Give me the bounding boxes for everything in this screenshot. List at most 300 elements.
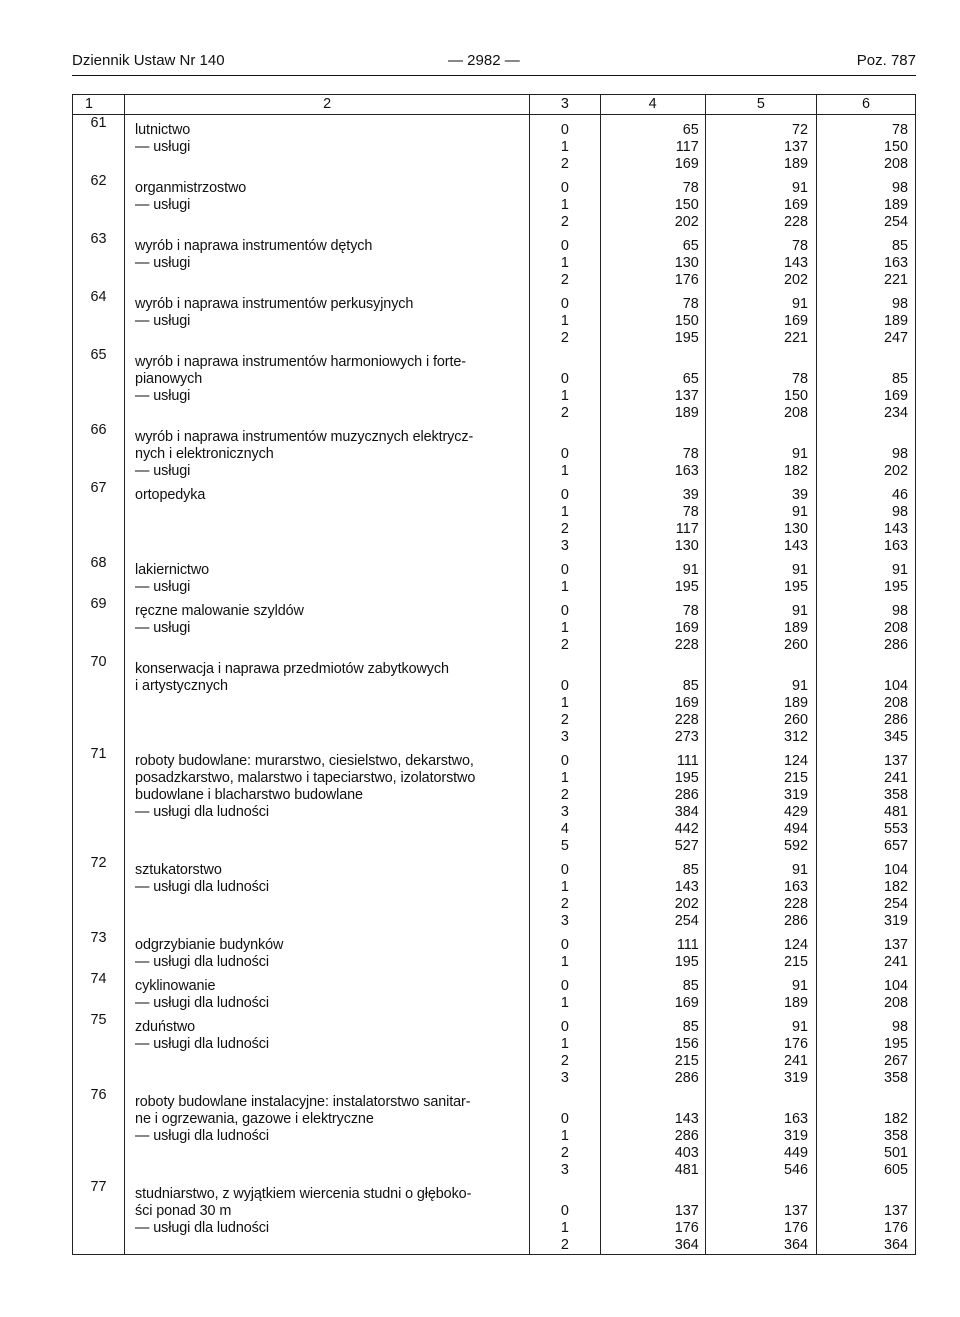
- column-6-value: 78: [891, 122, 908, 138]
- column-6-cell: [816, 1012, 915, 1087]
- column-5-value: 202: [783, 272, 808, 288]
- row-number: 68: [73, 555, 125, 596]
- row-number: 64: [73, 289, 125, 347]
- column-6-value: 91: [891, 562, 908, 578]
- table-row: [73, 115, 916, 174]
- position-cell: [530, 654, 600, 746]
- column-6-cell: [816, 930, 915, 971]
- column-header-row: [73, 95, 916, 115]
- column-5-cell: [705, 289, 816, 347]
- column-5-value: 546: [783, 1162, 808, 1178]
- table-row: [73, 480, 916, 555]
- position-value: 1: [560, 1220, 569, 1236]
- table-row: [73, 855, 916, 930]
- column-4-value: 117: [675, 139, 699, 155]
- description-line: lakiernictwo: [135, 562, 210, 578]
- column-5-cell: [705, 347, 816, 422]
- column-4-value: 202: [674, 214, 699, 230]
- description-line: konserwacja i naprawa przedmiotów zabytkowych: [135, 661, 449, 677]
- column-6-cell: [816, 347, 915, 422]
- column-4-value: 85: [682, 862, 699, 878]
- description-line: wyrób i naprawa instrumentów harmoniowych i forte-: [135, 354, 466, 370]
- column-6-value: 137: [883, 753, 908, 769]
- column-6-value: 286: [883, 637, 908, 653]
- row-description: [125, 480, 530, 555]
- column-5-value: 260: [783, 712, 808, 728]
- position-value: 1: [560, 1128, 569, 1144]
- column-4-value: 117: [675, 521, 699, 537]
- column-5-value: 130: [783, 521, 808, 537]
- column-4-value: 202: [674, 896, 699, 912]
- row-number: 65: [73, 347, 125, 422]
- column-5-value: 91: [791, 446, 808, 462]
- description-line: — usługi: [135, 388, 191, 404]
- position-value: 2: [560, 214, 569, 230]
- description-line: — usługi dla ludności: [135, 879, 269, 895]
- column-4-value: 85: [682, 678, 699, 694]
- position-value: 0: [560, 603, 569, 619]
- column-5-value: 286: [783, 913, 808, 929]
- description-line: zduństwo: [135, 1019, 196, 1035]
- column-6-value: 319: [883, 913, 908, 929]
- column-6-cell: [816, 173, 915, 231]
- column-4-value: 78: [682, 296, 699, 312]
- column-5-value: 319: [783, 787, 808, 803]
- position-value: 3: [560, 538, 569, 554]
- column-4-value: 111: [676, 753, 699, 769]
- column-4-cell: [600, 971, 705, 1012]
- column-4-value: 195: [674, 579, 699, 595]
- column-5-cell: [705, 115, 816, 174]
- position-value: 1: [560, 954, 569, 970]
- column-6-value: 358: [883, 1128, 908, 1144]
- column-4-value: 169: [674, 995, 699, 1011]
- column-5-cell: [705, 654, 816, 746]
- row-number: 70: [73, 654, 125, 746]
- header-rule: [72, 75, 916, 76]
- row-description: [125, 289, 530, 347]
- position-cell: [530, 596, 600, 654]
- position-value: 0: [560, 753, 569, 769]
- position-value: 2: [560, 712, 569, 728]
- description-line: — usługi dla ludności: [135, 1128, 269, 1144]
- column-4-value: 176: [674, 1220, 699, 1236]
- column-4-value: 384: [674, 804, 699, 820]
- description-line: wyrób i naprawa instrumentów muzycznych elektrycz-: [135, 429, 474, 445]
- position-value: 1: [560, 995, 569, 1011]
- description-line: i artystycznych: [135, 678, 228, 694]
- row-description: [125, 654, 530, 746]
- description-line: — usługi: [135, 313, 191, 329]
- column-5-value: 221: [783, 330, 808, 346]
- column-5-cell: [705, 1012, 816, 1087]
- column-6-value: 254: [883, 214, 908, 230]
- column-6-value: 345: [883, 729, 908, 745]
- position-value: 0: [560, 862, 569, 878]
- column-4-value: 481: [674, 1162, 699, 1178]
- column-5-value: 137: [783, 1203, 808, 1219]
- position-cell: [530, 173, 600, 231]
- column-6-cell: [816, 654, 915, 746]
- position-value: 0: [560, 1111, 569, 1127]
- column-4-value: 442: [674, 821, 699, 837]
- column-4-value: 286: [674, 1070, 699, 1086]
- column-5-value: 163: [783, 1111, 808, 1127]
- column-5-value: 91: [791, 504, 808, 520]
- column-5-value: 215: [783, 770, 808, 786]
- column-4-value: 65: [682, 371, 699, 387]
- position-cell: [530, 555, 600, 596]
- position-value: 1: [560, 770, 569, 786]
- column-6-cell: [816, 555, 915, 596]
- position-cell: [530, 971, 600, 1012]
- column-6-value: 182: [883, 1111, 908, 1127]
- column-4-value: 286: [674, 1128, 699, 1144]
- position-value: 1: [560, 579, 569, 595]
- position-value: 1: [560, 197, 569, 213]
- row-description: [125, 347, 530, 422]
- column-5-value: 169: [783, 313, 808, 329]
- description-line: — usługi: [135, 463, 191, 479]
- column-6-cell: [816, 971, 915, 1012]
- column-4-value: 150: [674, 197, 699, 213]
- column-4-cell: [600, 347, 705, 422]
- column-5-value: 228: [783, 896, 808, 912]
- column-5-cell: [705, 1179, 816, 1255]
- column-6-value: 553: [883, 821, 908, 837]
- position-value: 0: [560, 238, 569, 254]
- row-description: [125, 1087, 530, 1179]
- description-line: — usługi: [135, 139, 191, 155]
- position-cell: [530, 1179, 600, 1255]
- column-4-value: 137: [674, 388, 699, 404]
- column-header-1: 1: [73, 95, 125, 115]
- column-5-value: 494: [783, 821, 808, 837]
- description-line: wyrób i naprawa instrumentów perkusyjnych: [135, 296, 414, 312]
- description-line: cyklinowanie: [135, 978, 216, 994]
- column-4-value: 228: [674, 637, 699, 653]
- table-row: [73, 1012, 916, 1087]
- column-5-value: 78: [791, 371, 808, 387]
- description-line: — usługi: [135, 579, 191, 595]
- column-4-cell: [600, 746, 705, 855]
- column-4-value: 286: [674, 787, 699, 803]
- column-6-value: 46: [891, 487, 908, 503]
- column-4-cell: [600, 930, 705, 971]
- table-row: [73, 422, 916, 480]
- column-6-value: 85: [891, 238, 908, 254]
- description-line: posadzkarstwo, malarstwo i tapeciarstwo, izolatorstwo: [135, 770, 476, 786]
- column-5-value: 124: [783, 937, 808, 953]
- position-value: 5: [560, 838, 569, 854]
- column-4-value: 143: [674, 1111, 699, 1127]
- column-5-value: 449: [783, 1145, 808, 1161]
- table-row: [73, 930, 916, 971]
- position-value: 2: [560, 1145, 569, 1161]
- column-4-value: 85: [682, 1019, 699, 1035]
- column-4-value: 143: [674, 879, 699, 895]
- column-6-value: 286: [883, 712, 908, 728]
- column-4-cell: [600, 1012, 705, 1087]
- position-value: 1: [560, 139, 569, 155]
- row-description: [125, 855, 530, 930]
- column-header-4: 4: [600, 95, 705, 115]
- column-6-value: 98: [891, 603, 908, 619]
- position-value: 2: [560, 521, 569, 537]
- column-4-value: 228: [674, 712, 699, 728]
- position-number: Poz. 787: [856, 52, 916, 69]
- column-6-value: 143: [883, 521, 908, 537]
- column-4-value: 403: [674, 1145, 699, 1161]
- column-4-cell: [600, 654, 705, 746]
- column-6-value: 501: [883, 1145, 908, 1161]
- column-5-value: 91: [791, 562, 808, 578]
- column-4-cell: [600, 596, 705, 654]
- column-5-value: 91: [791, 603, 808, 619]
- column-5-cell: [705, 480, 816, 555]
- table-row: [73, 971, 916, 1012]
- row-number: 74: [73, 971, 125, 1012]
- row-description: [125, 1012, 530, 1087]
- row-number: 62: [73, 173, 125, 231]
- column-6-value: 98: [891, 446, 908, 462]
- row-number: 61: [73, 115, 125, 174]
- position-value: 3: [560, 1162, 569, 1178]
- description-line: wyrób i naprawa instrumentów dętych: [135, 238, 373, 254]
- column-6-value: 104: [883, 678, 908, 694]
- column-6-cell: [816, 422, 915, 480]
- position-value: 1: [560, 504, 569, 520]
- column-6-value: 189: [883, 313, 908, 329]
- column-5-value: 91: [791, 978, 808, 994]
- table-row: [73, 555, 916, 596]
- column-4-value: 169: [674, 156, 699, 172]
- position-cell: [530, 930, 600, 971]
- position-cell: [530, 746, 600, 855]
- column-6-cell: [816, 1179, 915, 1255]
- column-6-value: 98: [891, 504, 908, 520]
- column-6-value: 137: [883, 937, 908, 953]
- position-value: 1: [560, 620, 569, 636]
- position-value: 0: [560, 978, 569, 994]
- column-5-value: 189: [783, 620, 808, 636]
- column-5-value: 163: [783, 879, 808, 895]
- position-value: 2: [560, 1237, 569, 1253]
- row-number: 76: [73, 1087, 125, 1179]
- position-value: 2: [560, 1053, 569, 1069]
- position-cell: [530, 289, 600, 347]
- column-6-cell: [816, 231, 915, 289]
- column-4-cell: [600, 422, 705, 480]
- position-value: 3: [560, 1070, 569, 1086]
- position-value: 0: [560, 122, 569, 138]
- column-4-value: 169: [674, 620, 699, 636]
- description-line: pianowych: [135, 371, 203, 387]
- column-6-cell: [816, 746, 915, 855]
- column-5-value: 189: [783, 695, 808, 711]
- column-5-value: 312: [783, 729, 808, 745]
- column-5-value: 169: [783, 197, 808, 213]
- column-6-value: 208: [883, 156, 908, 172]
- column-5-value: 208: [783, 405, 808, 421]
- description-line: odgrzybianie budynków: [135, 937, 284, 953]
- column-6-value: 182: [883, 879, 908, 895]
- description-line: — usługi dla ludności: [135, 1220, 269, 1236]
- description-line: studniarstwo, z wyjątkiem wiercenia studni o głęboko-: [135, 1186, 472, 1202]
- column-6-value: 98: [891, 180, 908, 196]
- column-6-cell: [816, 1087, 915, 1179]
- column-4-value: 85: [682, 978, 699, 994]
- column-4-value: 39: [682, 487, 699, 503]
- column-4-cell: [600, 855, 705, 930]
- column-4-value: 130: [674, 538, 699, 554]
- column-5-value: 429: [783, 804, 808, 820]
- column-4-value: 364: [674, 1237, 699, 1253]
- column-6-value: 189: [883, 197, 908, 213]
- position-value: 1: [560, 313, 569, 329]
- description-line: — usługi dla ludności: [135, 995, 269, 1011]
- table-row: [73, 347, 916, 422]
- position-value: 1: [560, 255, 569, 271]
- column-5-value: 137: [783, 139, 808, 155]
- row-description: [125, 596, 530, 654]
- position-value: 1: [560, 695, 569, 711]
- column-5-cell: [705, 930, 816, 971]
- column-4-value: 78: [682, 446, 699, 462]
- position-value: 1: [560, 879, 569, 895]
- position-cell: [530, 1087, 600, 1179]
- column-4-value: 156: [674, 1036, 699, 1052]
- description-line: ortopedyka: [135, 487, 206, 503]
- column-5-value: 241: [783, 1053, 808, 1069]
- column-6-value: 98: [891, 1019, 908, 1035]
- description-line: ści ponad 30 m: [135, 1203, 232, 1219]
- column-4-value: 254: [674, 913, 699, 929]
- column-4-value: 65: [682, 238, 699, 254]
- row-number: 63: [73, 231, 125, 289]
- column-6-value: 195: [883, 579, 908, 595]
- column-4-cell: [600, 115, 705, 174]
- position-cell: [530, 347, 600, 422]
- position-value: 2: [560, 787, 569, 803]
- column-5-value: 72: [791, 122, 808, 138]
- column-4-cell: [600, 555, 705, 596]
- column-5-cell: [705, 971, 816, 1012]
- table-row: [73, 746, 916, 855]
- row-description: [125, 1179, 530, 1255]
- column-4-value: 91: [682, 562, 699, 578]
- column-6-value: 234: [883, 405, 908, 421]
- column-4-value: 169: [674, 695, 699, 711]
- column-5-cell: [705, 422, 816, 480]
- column-5-value: 592: [783, 838, 808, 854]
- column-6-cell: [816, 115, 915, 174]
- position-value: 0: [560, 180, 569, 196]
- column-5-cell: [705, 555, 816, 596]
- column-6-cell: [816, 596, 915, 654]
- page-header: [72, 52, 916, 74]
- column-5-value: 91: [791, 296, 808, 312]
- column-4-value: 527: [674, 838, 699, 854]
- table-row: [73, 289, 916, 347]
- position-value: 2: [560, 405, 569, 421]
- position-value: 0: [560, 1203, 569, 1219]
- column-6-value: 195: [883, 1036, 908, 1052]
- row-number: 72: [73, 855, 125, 930]
- row-description: [125, 422, 530, 480]
- column-6-value: 85: [891, 371, 908, 387]
- column-4-value: 195: [674, 770, 699, 786]
- column-4-cell: [600, 480, 705, 555]
- column-6-value: 364: [883, 1237, 908, 1253]
- column-4-value: 189: [674, 405, 699, 421]
- column-6-value: 358: [883, 787, 908, 803]
- position-value: 2: [560, 156, 569, 172]
- column-6-cell: [816, 480, 915, 555]
- column-5-value: 150: [783, 388, 808, 404]
- column-6-value: 176: [883, 1220, 908, 1236]
- description-line: — usługi dla ludności: [135, 1036, 269, 1052]
- column-header-2: 2: [125, 95, 530, 115]
- position-value: 3: [560, 804, 569, 820]
- column-header-3: 3: [530, 95, 600, 115]
- row-number: 77: [73, 1179, 125, 1255]
- row-number: 73: [73, 930, 125, 971]
- column-6-value: 150: [883, 139, 908, 155]
- description-line: roboty budowlane instalacyjne: instalatorstwo sanitar-: [135, 1094, 471, 1110]
- column-6-value: 163: [883, 255, 908, 271]
- column-4-value: 150: [674, 313, 699, 329]
- position-value: 3: [560, 913, 569, 929]
- description-line: ręczne malowanie szyldów: [135, 603, 304, 619]
- position-value: 2: [560, 896, 569, 912]
- description-line: roboty budowlane: murarstwo, ciesielstwo, dekarstwo,: [135, 753, 474, 769]
- description-line: — usługi: [135, 620, 191, 636]
- column-5-value: 176: [783, 1220, 808, 1236]
- position-value: 0: [560, 446, 569, 462]
- column-5-value: 182: [783, 463, 808, 479]
- column-4-value: 78: [682, 603, 699, 619]
- description-line: — usługi: [135, 197, 191, 213]
- position-value: 1: [560, 463, 569, 479]
- row-description: [125, 746, 530, 855]
- column-6-cell: [816, 855, 915, 930]
- column-6-value: 98: [891, 296, 908, 312]
- column-4-value: 273: [674, 729, 699, 745]
- description-line: nych i elektronicznych: [135, 446, 274, 462]
- column-5-cell: [705, 596, 816, 654]
- column-4-value: 78: [682, 504, 699, 520]
- row-number: 66: [73, 422, 125, 480]
- table-row: [73, 1179, 916, 1255]
- position-cell: [530, 422, 600, 480]
- column-4-value: 130: [674, 255, 699, 271]
- column-4-cell: [600, 289, 705, 347]
- position-value: 0: [560, 937, 569, 953]
- column-5-value: 228: [783, 214, 808, 230]
- column-4-value: 137: [674, 1203, 699, 1219]
- column-5-value: 91: [791, 180, 808, 196]
- row-number: 71: [73, 746, 125, 855]
- position-value: 1: [560, 388, 569, 404]
- column-5-cell: [705, 173, 816, 231]
- column-5-value: 143: [783, 538, 808, 554]
- position-cell: [530, 115, 600, 174]
- column-6-value: 104: [883, 978, 908, 994]
- column-5-value: 91: [791, 862, 808, 878]
- row-description: [125, 231, 530, 289]
- column-6-value: 657: [883, 838, 908, 854]
